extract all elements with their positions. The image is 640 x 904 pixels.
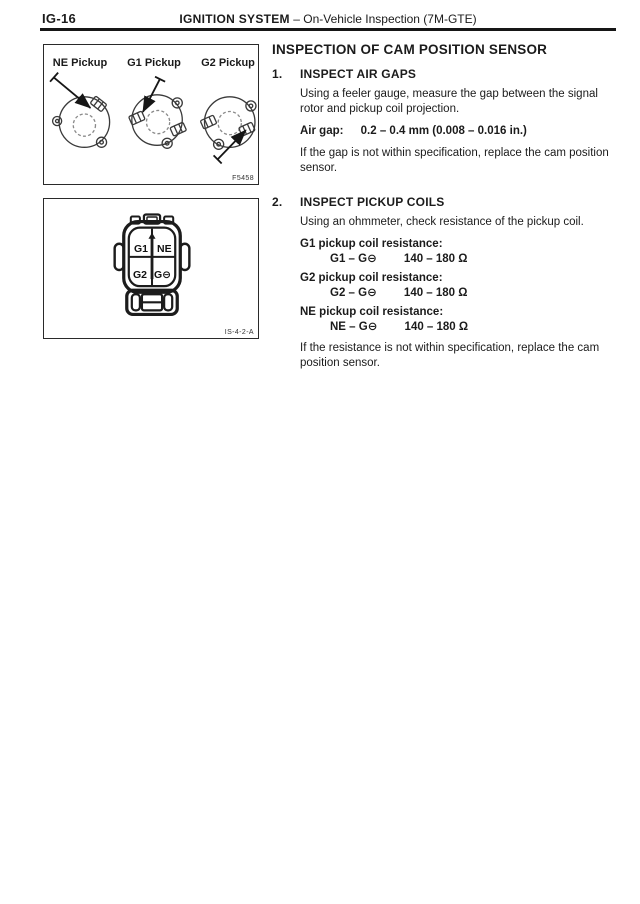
coil-resistance-value: 140 – 180 Ω xyxy=(404,320,469,333)
coil-terminals: G1 – G⊖ xyxy=(330,252,377,265)
header-rule xyxy=(40,28,616,31)
coil-resistance-value: 140 – 180 Ω xyxy=(403,252,468,265)
air-gap-spec xyxy=(300,124,616,139)
coil-spec-label: G2 pickup coil resistance: xyxy=(300,272,443,284)
page-title: INSPECTION OF CAM POSITION SENSOR xyxy=(272,42,548,57)
section-heading xyxy=(272,67,616,81)
instruction-text: Using an ohmmeter, check resistance of the pickup coil. xyxy=(300,216,584,228)
note-text: If the gap is not within specification, replace the cam position sensor. xyxy=(300,147,609,174)
header-title xyxy=(40,10,616,26)
label-ne-pickup: NE Pickup xyxy=(52,57,108,69)
coil-spec-line xyxy=(300,286,616,301)
page-code: IG-16 xyxy=(42,11,77,26)
instruction-text: Using a feeler gauge, measure the gap between the signal rotor and pickup coil projection. xyxy=(300,88,598,115)
g1-coil-spec xyxy=(300,237,616,266)
coil-spec-label: NE pickup coil resistance: xyxy=(300,306,444,318)
label-g2-pickup: G2 Pickup xyxy=(201,57,255,69)
figure-code: F5458 xyxy=(232,175,254,182)
header-subsection-title: On-Vehicle Inspection (7M-GTE) xyxy=(303,12,477,26)
connector-drawing-icon xyxy=(44,199,258,338)
spec-label: Air gap: xyxy=(300,125,344,137)
terminal-g-minus: G⊖ xyxy=(154,269,171,281)
figure-pickup-locations xyxy=(43,44,259,185)
section-body xyxy=(300,87,616,176)
coil-terminals: G2 – G⊖ xyxy=(330,286,377,299)
coil-spec-line xyxy=(300,252,616,267)
note-text: If the resistance is not within specification, replace the cam position sensor. xyxy=(300,342,600,369)
header-separator: – xyxy=(293,12,300,26)
terminal-g1: G1 xyxy=(134,243,149,255)
ne-coil-spec xyxy=(300,305,616,334)
section-number: 2. xyxy=(272,195,283,209)
figure-code: IS-4-2-A xyxy=(224,329,254,336)
coil-spec-line xyxy=(300,320,616,335)
g2-coil-spec xyxy=(300,271,616,300)
section-number: 1. xyxy=(272,67,283,81)
measure-arrows-icon xyxy=(50,73,246,164)
page-header xyxy=(40,10,616,28)
section-heading xyxy=(272,195,616,209)
spec-value: 0.2 – 0.4 mm (0.008 – 0.016 in.) xyxy=(360,125,527,137)
label-g1-pickup: G1 Pickup xyxy=(127,57,181,69)
main-content xyxy=(272,42,616,390)
figure-connector-terminals xyxy=(43,198,259,339)
terminal-ne: NE xyxy=(157,243,172,255)
terminal-g2: G2 xyxy=(133,269,148,281)
coil-terminals: NE – G⊖ xyxy=(330,320,378,333)
section-body xyxy=(300,215,616,371)
section-inspect-air-gaps xyxy=(272,67,616,176)
section-inspect-pickup-coils xyxy=(272,195,616,371)
header-section-title: IGNITION SYSTEM xyxy=(179,12,290,26)
coil-spec-label: G1 pickup coil resistance: xyxy=(300,238,443,250)
section-heading-text: INSPECT PICKUP COILS xyxy=(300,195,445,209)
coil-resistance-value: 140 – 180 Ω xyxy=(403,286,468,299)
section-heading-text: INSPECT AIR GAPS xyxy=(300,67,417,81)
